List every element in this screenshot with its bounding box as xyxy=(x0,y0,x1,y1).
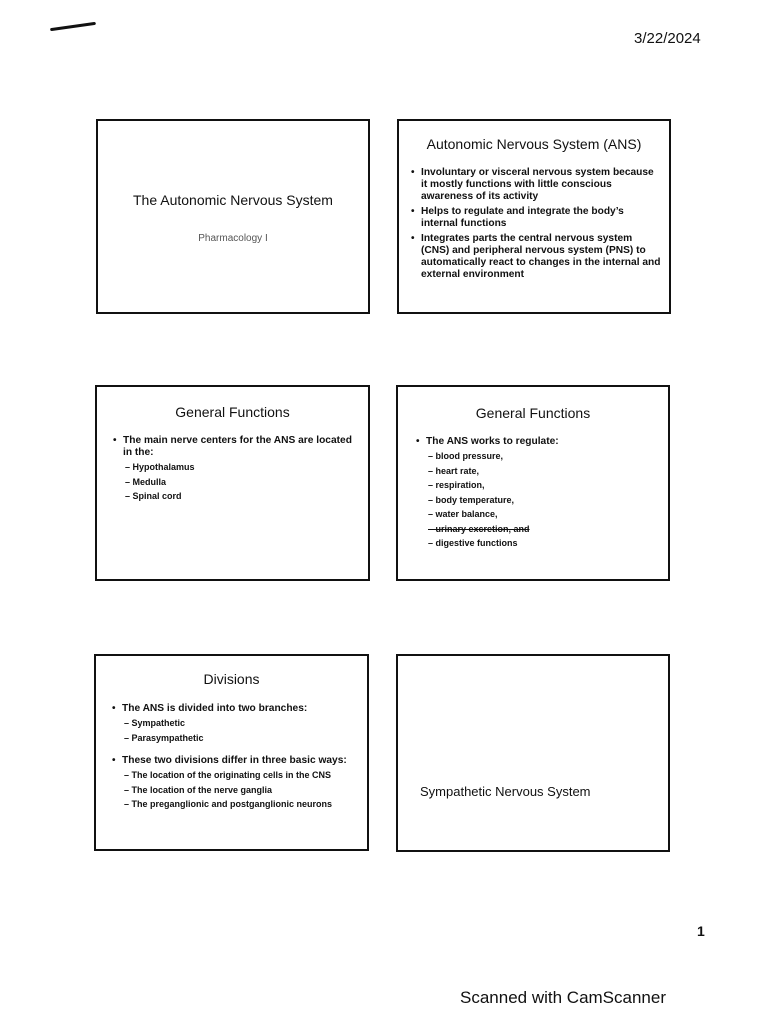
bullet-item: • Helps to regulate and integrate the body’s internal functions xyxy=(411,206,661,230)
sub-list xyxy=(122,716,362,745)
bullet-list xyxy=(416,436,656,551)
bullet-list xyxy=(112,703,362,812)
sub-item: – Sympathetic xyxy=(122,716,362,731)
bullet-text: The ANS is divided into two branches: xyxy=(122,703,308,714)
page-date: 3/22/2024 xyxy=(634,30,701,47)
bullet-item xyxy=(113,435,353,504)
bullet-item: • Integrates parts the central nervous system (CNS) and peripheral nervous system (PNS) to automatically react to changes in the internal and external environment xyxy=(411,233,661,281)
sub-item: – Hypothalamus xyxy=(123,460,353,475)
slide-title: Divisions xyxy=(203,671,260,687)
slide-4 xyxy=(396,385,670,581)
pen-mark xyxy=(50,22,96,31)
bullet-list xyxy=(113,435,353,504)
bullet-item xyxy=(112,755,362,812)
slide-title: The Autonomic Nervous System xyxy=(133,192,333,208)
slide-title: General Functions xyxy=(475,405,591,421)
slide-title: General Functions xyxy=(175,404,290,420)
sub-list xyxy=(123,460,353,504)
slide-2 xyxy=(397,119,671,314)
slide-subtitle: Pharmacology I xyxy=(198,233,268,244)
bullet-item: • Involuntary or visceral nervous system because it mostly functions with little conscious awareness of its activity xyxy=(411,167,661,203)
sub-item: – urinary excretion, and xyxy=(426,522,656,537)
sub-item: – The location of the originating cells in the CNS xyxy=(122,768,362,783)
slide-3 xyxy=(95,385,370,581)
sub-item: – digestive functions xyxy=(426,536,656,551)
sub-item: – Parasympathetic xyxy=(122,731,362,746)
bullet-item xyxy=(112,703,362,745)
bullet-list xyxy=(411,167,661,281)
bullet-text: The ANS works to regulate: xyxy=(426,436,559,447)
sub-list xyxy=(122,768,362,812)
slide-title: Sympathetic Nervous System xyxy=(420,784,591,799)
sub-item: – The location of the nerve ganglia xyxy=(122,783,362,798)
sub-item: – respiration, xyxy=(426,478,656,493)
page-number: 1 xyxy=(697,923,705,939)
sub-item: – The preganglionic and postganglionic neurons xyxy=(122,797,362,812)
sub-item: – Medulla xyxy=(123,475,353,490)
bullet-text: These two divisions differ in three basic ways: xyxy=(122,755,347,766)
slide-6 xyxy=(396,654,670,852)
sub-item: – Spinal cord xyxy=(123,489,353,504)
slide-title: Autonomic Nervous System (ANS) xyxy=(426,136,642,152)
slide-1 xyxy=(96,119,370,314)
sub-item: – body temperature, xyxy=(426,493,656,508)
slide-5 xyxy=(94,654,369,851)
sub-list xyxy=(426,449,656,551)
sub-item: – blood pressure, xyxy=(426,449,656,464)
sub-item: – heart rate, xyxy=(426,464,656,479)
scanner-watermark: Scanned with CamScanner xyxy=(460,988,667,1007)
bullet-text: The main nerve centers for the ANS are located in the: xyxy=(123,435,352,458)
bullet-item xyxy=(416,436,656,551)
sub-item: – water balance, xyxy=(426,507,656,522)
